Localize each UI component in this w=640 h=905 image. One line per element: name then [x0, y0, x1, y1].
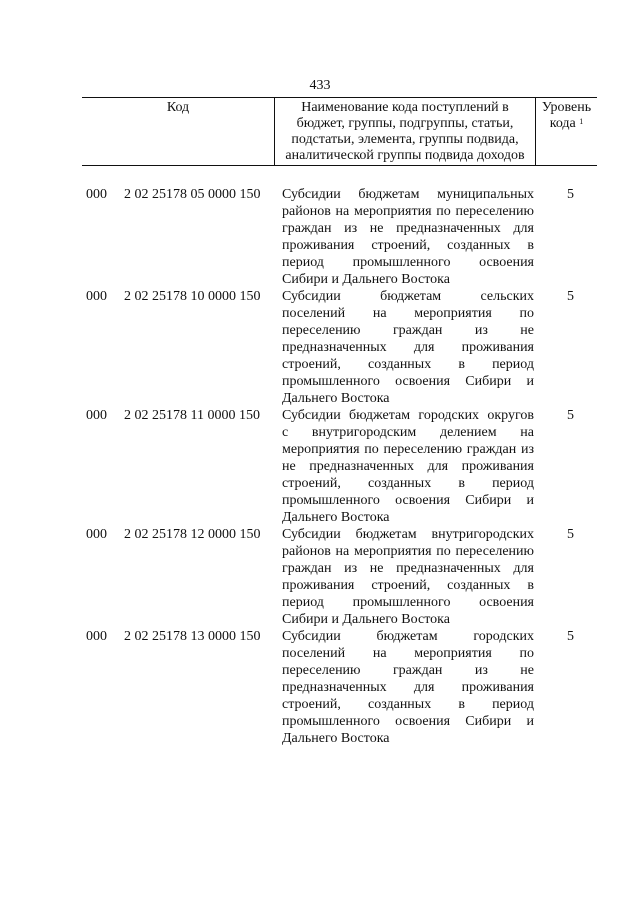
row-name-line: мероприятия по переселению граждан из [282, 442, 534, 457]
row-name-line: переселению граждан из не [282, 663, 534, 678]
row-name [282, 407, 534, 526]
header-name-line: бюджет, группы, подгруппы, статьи, [296, 116, 514, 131]
row-level: 5 [567, 187, 574, 202]
row-name-line: строений, созданных в период [282, 697, 534, 712]
row-name-line: Субсидии бюджетам сельских [282, 289, 534, 304]
table-row [0, 288, 640, 407]
header-level-line [536, 116, 597, 132]
row-name-line: поселений на мероприятия по [282, 646, 534, 661]
row-level: 5 [567, 629, 574, 644]
row-name-line: строений, созданных в период [282, 357, 534, 372]
row-name-line: промышленного освоения Сибири и [282, 493, 534, 508]
row-name-line: не предназначенных для проживания [282, 459, 534, 474]
table-row [0, 628, 640, 747]
row-name-line: период промышленного освоения [282, 255, 534, 270]
page-number: 433 [309, 78, 331, 93]
header-name-line: Наименование кода поступлений в [301, 100, 509, 115]
row-level: 5 [567, 289, 574, 304]
header-level-line: Уровень [541, 100, 592, 115]
row-name-line: период промышленного освоения [282, 595, 534, 610]
row-name-line: районов на мероприятия по переселению [282, 544, 534, 559]
row-name-line: Субсидии бюджетам муниципальных [282, 187, 534, 202]
row-name-line: граждан из не предназначенных для [282, 221, 534, 236]
row-name-line: Сибири и Дальнего Востока [282, 272, 450, 287]
row-name-line: проживания строений, созданных в [282, 578, 534, 593]
row-prefix: 000 [86, 629, 107, 644]
row-code: 2 02 25178 11 0000 150 [124, 408, 260, 423]
row-level: 5 [567, 527, 574, 542]
row-name-line: Дальнего Востока [282, 391, 390, 406]
header-level-word: кода [549, 116, 576, 131]
row-prefix: 000 [86, 408, 107, 423]
row-prefix: 000 [86, 289, 107, 304]
row-name-line: районов на мероприятия по переселению [282, 204, 534, 219]
row-name-line: Дальнего Востока [282, 731, 390, 746]
row-name-line: проживания строений, созданных в [282, 238, 534, 253]
row-name-line: Субсидии бюджетам городских [282, 629, 534, 644]
table-body [0, 186, 640, 747]
header-name-line: подстатьи, элемента, группы подвида, [291, 132, 519, 147]
row-code: 2 02 25178 13 0000 150 [124, 629, 261, 644]
row-level: 5 [567, 408, 574, 423]
row-prefix: 000 [86, 527, 107, 542]
row-name-line: предназначенных для проживания [282, 680, 534, 695]
header-code: Код [166, 100, 190, 115]
row-name-line: Сибири и Дальнего Востока [282, 612, 450, 627]
table-row [0, 186, 640, 288]
row-prefix: 000 [86, 187, 107, 202]
row-name-line: строений, созданных в период [282, 476, 534, 491]
row-code: 2 02 25178 12 0000 150 [124, 527, 261, 542]
row-name [282, 186, 534, 288]
row-name-line: граждан из не предназначенных для [282, 561, 534, 576]
header-name [274, 98, 536, 165]
header-name-line: аналитической группы подвида доходов [285, 148, 525, 163]
row-name-line: переселению граждан из не [282, 323, 534, 338]
row-name-line: Субсидии бюджетам городских округов [282, 408, 534, 423]
row-name [282, 526, 534, 628]
row-name-line: с внутригородским делением на [282, 425, 534, 440]
row-name-line: промышленного освоения Сибири и [282, 374, 534, 389]
row-code: 2 02 25178 10 0000 150 [124, 289, 261, 304]
table-header [82, 97, 597, 166]
table-row [0, 407, 640, 526]
row-name-line: поселений на мероприятия по [282, 306, 534, 321]
row-name-line: Субсидии бюджетам внутригородских [282, 527, 534, 542]
header-level [536, 98, 597, 165]
row-name [282, 628, 534, 747]
row-name [282, 288, 534, 407]
table-row [0, 526, 640, 628]
row-code: 2 02 25178 05 0000 150 [124, 187, 261, 202]
header-level-footnote: 1 [579, 117, 584, 126]
row-name-line: предназначенных для проживания [282, 340, 534, 355]
row-name-line: Дальнего Востока [282, 510, 390, 525]
row-name-line: промышленного освоения Сибири и [282, 714, 534, 729]
